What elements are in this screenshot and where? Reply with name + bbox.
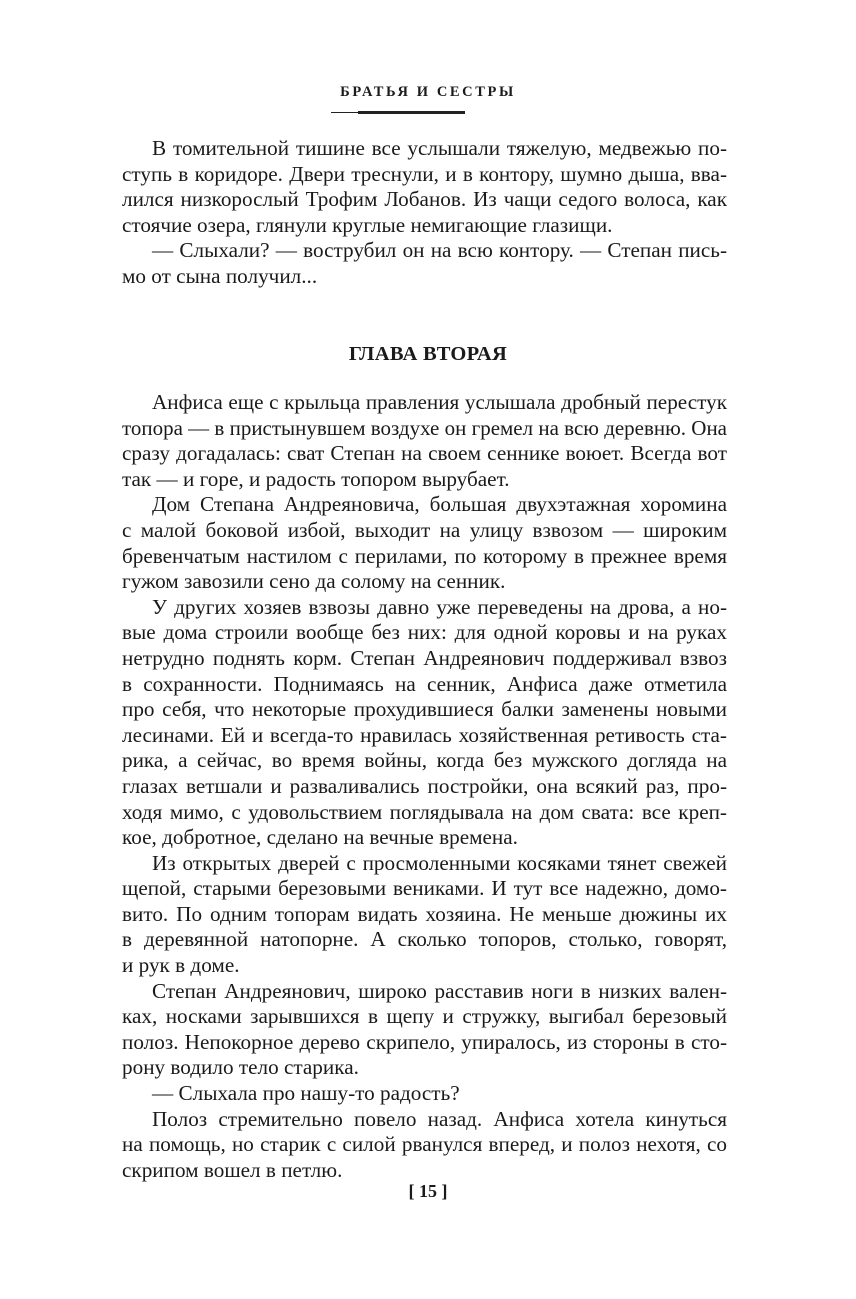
text-line: лесинами. Ей и всегда-то нравилась хозяйственная ретивость ста- — [122, 722, 727, 747]
running-head: БРАТЬЯ И СЕСТРЫ — [340, 84, 516, 100]
text-line: Степан Андреянович, широко расставив ноги в низких вален- — [152, 978, 727, 1003]
header-rule-thick — [358, 111, 465, 114]
text-line: Анфиса еще с крыльца правления услышала дробный перестук — [152, 390, 727, 414]
text-line: сразу догадалась: сват Степан на своем сеннике воюет. Всегда вот — [122, 441, 727, 466]
text-line: топора — в пристынувшем воздухе он гремел на всю деревню. Она — [122, 415, 727, 440]
text-line: ках, носками зарывшихся в щепу и стружку, выгибал березовый — [122, 1004, 727, 1029]
dialogue-paragraph — [122, 1081, 727, 1107]
text-line: и рук в доме. — [122, 953, 240, 978]
text-line: — Слыхали? — вострубил он на всю контору. — Степан пись- — [152, 238, 727, 263]
text-line: рону водило тело старика. — [122, 1055, 359, 1080]
paragraph — [122, 979, 727, 1081]
text-line: Дом Степана Андреяновича, большая двухэтажная хоромина — [152, 492, 727, 517]
section-one-text — [122, 136, 727, 290]
text-line: с малой боковой избой, выходит на улицу взвозом — широким — [122, 517, 727, 542]
text-line: рика, а сейчас, во время войны, когда без мужского догляда на — [122, 748, 727, 773]
text-line: ступь в коридоре. Двери треснули, и в контору, шумно дыша, вва- — [122, 161, 727, 186]
paragraph — [122, 390, 727, 492]
paragraph — [122, 136, 727, 238]
text-line: нетрудно поднять корм. Степан Андреянович поддерживал взвоз — [122, 645, 727, 670]
paragraph — [122, 492, 727, 594]
text-line: в деревянной натопорне. А сколько топоров, столько, говорят, — [122, 927, 727, 952]
text-line: кое, добротное, сделано на вечные времена. — [122, 825, 518, 850]
text-line: вые дома строили вообще без них: для одной коровы и на руках — [122, 620, 727, 645]
text-line: Полоз стремительно повело назад. Анфиса хотела кинуться — [152, 1106, 727, 1131]
page-number: [ 15 ] — [408, 1181, 448, 1201]
text-line: про себя, что некоторые прохудившиеся балки заменены новыми — [122, 697, 727, 722]
paragraph — [122, 851, 727, 979]
text-line: мо от сына получил... — [122, 263, 318, 288]
text-line: У других хозяев взвозы давно уже переведены на дрова, а но- — [152, 594, 727, 619]
text-line: полоз. Непокорное дерево скрипело, упиралось, из стороны в сто- — [122, 1029, 727, 1054]
text-line: в сохранности. Поднимаясь на сенник, Анфиса даже отметила — [122, 671, 727, 696]
section-two-text — [122, 390, 727, 1183]
text-line: так — и горе, и радость топором вырубает. — [122, 466, 510, 491]
text-line: — Слыхала про нашу-то радость? — [152, 1081, 460, 1106]
text-line: Из открытых дверей с просмоленными косяками тянет свежей — [152, 850, 727, 875]
text-line: гужом завозили сено да солому на сенник. — [122, 569, 506, 594]
paragraph — [122, 595, 727, 851]
chapter-title: ГЛАВА ВТОРАЯ — [348, 343, 508, 365]
text-line: вито. По одним топорам видать хозяина. Не меньше дюжины их — [122, 901, 727, 926]
text-line: щепой, старыми березовыми вениками. И тут все надежно, домо- — [122, 876, 727, 901]
text-line: ходя мимо, с удовольствием поглядывала на дом свата: все креп- — [122, 799, 727, 824]
text-line: стоячие озера, глянули круглые немигающие глазищи. — [122, 212, 613, 237]
text-line: глазах ветшали и разваливались постройки, она всякий раз, про- — [122, 773, 727, 798]
text-line: В томительной тишине все услышали тяжелую, медвежью по- — [152, 136, 727, 160]
text-line: бревенчатым настилом с перилами, по которому в прежнее время — [122, 543, 727, 568]
text-line: лился низкорослый Трофим Лобанов. Из чащи седого волоса, как — [122, 187, 727, 212]
dialogue-paragraph — [122, 238, 727, 289]
text-line: скрипом вошел в петлю. — [122, 1157, 343, 1182]
text-line: на помощь, но старик с силой рванулся вперед, и полоз нехотя, со — [122, 1132, 727, 1157]
paragraph — [122, 1107, 727, 1184]
